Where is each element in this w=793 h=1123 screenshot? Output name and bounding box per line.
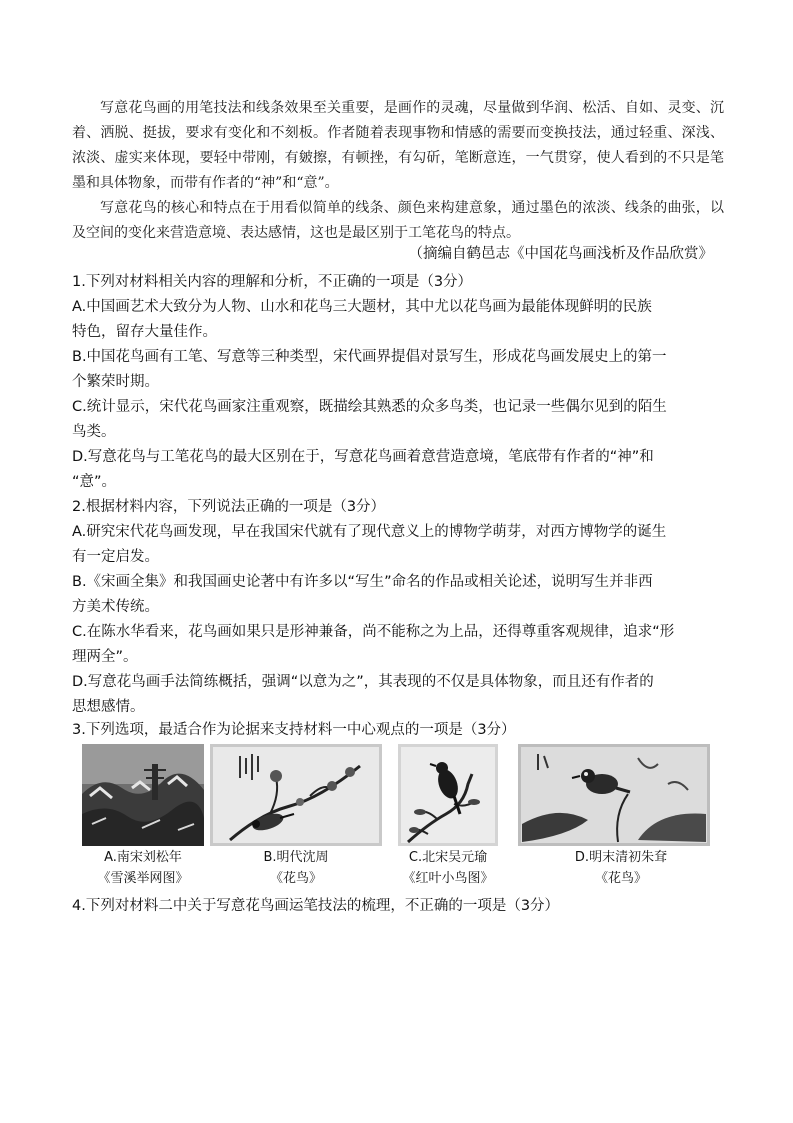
q1-option-d: D.写意花鸟与工笔花鸟的最大区别在于，写意花鸟画着意营造意境，笔底带有作者的“神”和 [72,449,654,465]
passage-source: （摘编自鹤邑志《中国花鸟画浅析及作品欣赏》 [408,246,713,262]
q1-option-b-cont: 个繁荣时期。 [72,374,159,390]
q2-stem: 2.根据材料内容，下列说法正确的一项是（3分） [72,499,386,515]
painting-b-flower-bird [210,744,382,846]
q1-option-a-cont: 特色，留存大量佳作。 [72,324,217,340]
q1-option-d-cont: “意”。 [72,474,117,490]
q2-option-d: D.写意花鸟画手法简练概括，强调“以意为之”，其表现的不仅是具体物象，而且还有作者的 [72,674,654,690]
passage-paragraph-1: 写意花鸟画的用笔技法和线条效果至关重要，是画作的灵魂，尽量做到华润、松活、自如、灵变、沉着、洒脱、挺拔，要求有变化和不刻板。作者随着表现事物和情感的需要而变换技法，通过轻重、深浅、浓淡、虚实来体现，要轻中带刚，有皴擦，有顿挫，有勾斫，笔断意连，一气贯穿，使人看到的不只是笔墨和具体物象，而带有作者的“神”和“意”。 [72,100,724,191]
painting-a-snow-landscape [82,744,204,846]
painting-c-label: C.北宋吴元瑜 [408,850,488,865]
painting-d-bird-lotus [518,744,710,846]
q2-option-c: C.在陈水华看来，花鸟画如果只是形神兼备，尚不能称之为上品，还得尊重客观规律，追求“形 [72,624,675,640]
painting-b-title: 《花鸟》 [269,871,322,886]
q3-stem: 3.下列选项，最适合作为论据来支持材料一中心观点的一项是（3分） [72,722,516,738]
q1-option-c: C.统计显示，宋代花鸟画家注重观察，既描绘其熟悉的众多鸟类，也记录一些偶尔见到的陌生 [72,399,667,415]
q2-option-a: A.研究宋代花鸟画发现，早在我国宋代就有了现代意义上的博物学萌芽，对西方博物学的诞生 [72,524,667,540]
q2-option-d-cont: 思想感情。 [72,699,145,715]
q2-option-b: B.《宋画全集》和我国画史论著中有许多以“写生”命名的作品或相关论述，说明写生并非西 [72,574,653,590]
q3-painting-options [78,744,718,889]
painting-a-title: 《雪溪举网图》 [97,871,189,886]
q4-stem: 4.下列对材料二中关于写意花鸟画运笔技法的梳理，不正确的一项是（3分） [72,898,560,914]
painting-a-label: A.南宋刘松年 [104,850,182,865]
painting-b-label: B.明代沈周 [263,850,329,865]
painting-c-bird-on-branch [398,744,498,846]
q1-option-a: A.中国画艺术大致分为人物、山水和花鸟三大题材，其中尤以花鸟画为最能体现鲜明的民族 [72,299,652,315]
painting-d-label: D.明末清初朱耷 [574,850,668,865]
q1-option-b: B.中国花鸟画有工笔、写意等三种类型，宋代画界提倡对景写生，形成花鸟画发展史上的第一 [72,349,667,365]
painting-d-title: 《花鸟》 [594,871,647,886]
q2-option-b-cont: 方美术传统。 [72,599,159,615]
passage-paragraph-2: 写意花鸟的核心和特点在于用看似简单的线条、颜色来构建意象，通过墨色的浓淡、线条的曲张，以及空间的变化来营造意境、表达感情，这也是最区别于工笔花鸟的特点。 [72,200,724,241]
q1-option-c-cont: 鸟类。 [72,424,116,440]
q2-option-a-cont: 有一定启发。 [72,549,159,565]
q2-option-c-cont: 理两全”。 [72,649,138,665]
q1-stem: 1.下列对材料相关内容的理解和分析，不正确的一项是（3分） [72,274,473,290]
painting-c-title: 《红叶小鸟图》 [402,871,494,886]
